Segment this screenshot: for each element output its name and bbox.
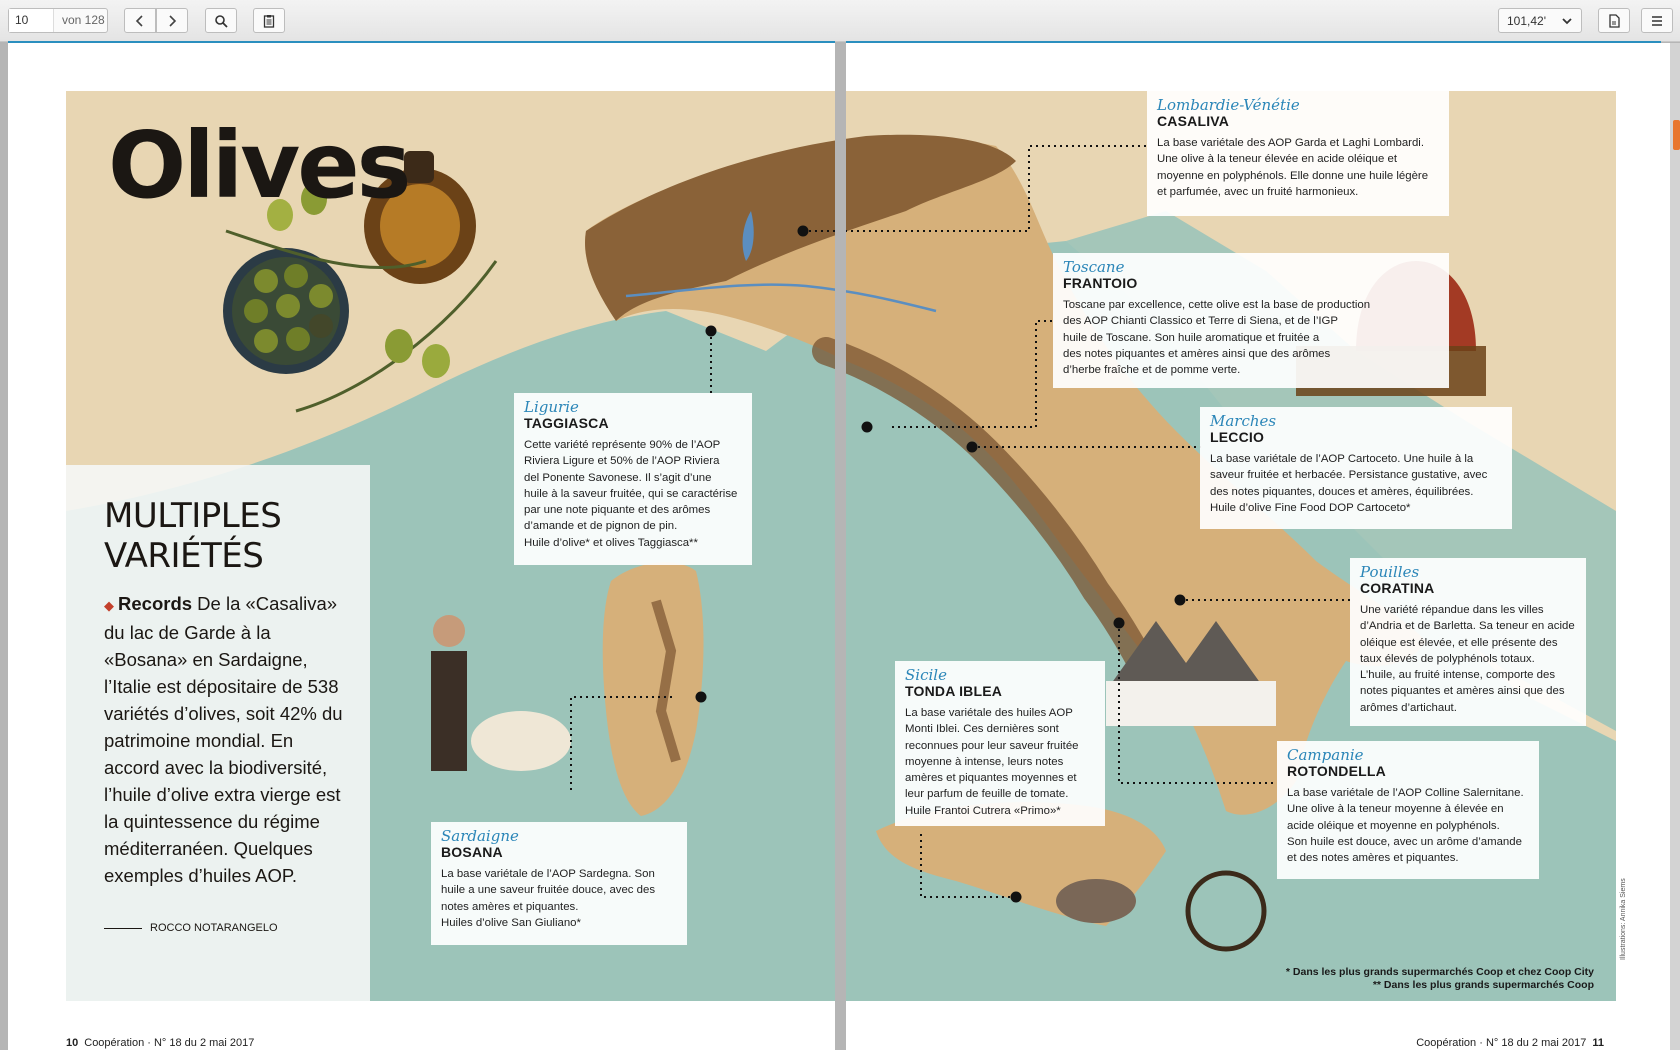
region-name: Marches: [1210, 412, 1277, 430]
page-accent-line: [8, 41, 835, 43]
region-box-campanie: [1277, 741, 1539, 879]
scrollbar-thumb[interactable]: [1673, 120, 1680, 150]
region-box-sicile: [895, 661, 1105, 826]
zoom-select[interactable]: [1498, 8, 1582, 33]
region-description: La base variétale de l’AOP Colline Salernitane. Une olive à la teneur moyenne à élevée en acide oléique et moyenne en polyphénols. Son huile est douce, avec un arôme d’amande et des notes amères et piquantes.: [1287, 787, 1524, 865]
previous-page-button[interactable]: [124, 8, 156, 33]
author-name: ROCCO NOTARANGELO: [150, 922, 278, 934]
document-icon: [1607, 14, 1621, 28]
region-name: Pouilles: [1360, 563, 1420, 581]
footer-right-text: Coopération · N° 18 du 2 mai 2017: [1416, 1037, 1587, 1049]
region-description: La base variétale des AOP Garda et Laghi Lombardi. Une olive à la teneur élevée en acide oléique et moyenne en polyphénols. Elle donne une huile légère et parfumée, avec un fruité harmonieux.: [1157, 137, 1429, 198]
intro-lead: Records: [118, 593, 193, 614]
annotations-button[interactable]: [253, 8, 285, 33]
footnote-1: * Dans les plus grands supermarchés Coop et chez Coop City: [1285, 966, 1594, 978]
variety-name: LECCIO: [1210, 429, 1265, 445]
region-box-lombardie-venetie: [1147, 91, 1449, 216]
region-box-pouilles: [1350, 558, 1586, 726]
current-page-field[interactable]: 10: [9, 9, 54, 32]
page-number-right: 11: [1592, 1037, 1604, 1049]
region-box-ligurie: [514, 393, 752, 565]
variety-name: CORATINA: [1360, 580, 1435, 596]
region-description: Toscane par excellence, cette olive est la base de production des AOP Chianti Classico et Terre di Siena, et de l’IGP huile de Toscane. Son huile aromatique et fruitée a des notes piquantes et amères ainsi que des arômes d’herbe fraîche et de pomme verte.: [1063, 299, 1371, 377]
region-name: Ligurie: [524, 398, 579, 416]
region-name: Campanie: [1287, 746, 1364, 764]
chevron-left-icon: [133, 14, 147, 28]
total-pages-label: von 128: [62, 13, 105, 27]
region-box-marches: [1200, 407, 1512, 529]
menu-button[interactable]: [1641, 8, 1673, 33]
footer-right: [1416, 1037, 1604, 1049]
variety-name: TAGGIASCA: [524, 415, 609, 431]
page-title: Olives: [108, 112, 409, 219]
pdf-toolbar: [0, 0, 1680, 42]
byline-rule: [104, 928, 142, 929]
page-accent-line: [846, 41, 1661, 43]
region-name: Sicile: [905, 666, 947, 684]
footnotes: [1286, 966, 1594, 992]
region-box-sardaigne: [431, 822, 687, 945]
region-box-toscane: [1053, 253, 1449, 388]
hamburger-menu-icon: [1650, 14, 1664, 28]
chevron-down-icon: [1561, 15, 1573, 27]
region-description: Cette variété représente 90% de l’AOP Riviera Ligure et 50% de l’AOP Riviera del Ponente Savonese. Il s’agit d’une huile à la saveur fruitée, qui se caractérise par une note piquante et des arômes d’amande et de pignon de pin. Huile d’olive* et olives Taggiasca**: [524, 439, 738, 549]
page-number-left: 10: [66, 1037, 79, 1049]
chevron-right-icon: [165, 14, 179, 28]
clipboard-icon: [262, 14, 276, 28]
search-button[interactable]: [205, 8, 237, 33]
region-description: La base variétale de l’AOP Sardegna. Son huile a une saveur fruitée douce, avec des notes amères et piquantes. Huiles d’olive San Giuliano*: [441, 868, 656, 929]
region-description: La base variétale des huiles AOP Monti Iblei. Ces dernières sont reconnues pour leur saveur fruitée moyenne à intense, leurs notes amères et piquantes moyennes et leur parfum de feuille de tomate. Huile Frantoi Cutrera «Primo»*: [905, 707, 1079, 817]
region-description: Une variété répandue dans les villes d’Andria et de Barletta. Sa teneur en acide oléique est élevée, et elle présente des taux élevés de polyphénols totaux. L’huile, au fruité intense, comporte des notes piquantes et amères ainsi que des arômes d’artichaut.: [1360, 604, 1575, 714]
next-page-button[interactable]: [156, 8, 188, 33]
variety-name: ROTONDELLA: [1287, 763, 1386, 779]
byline: [104, 922, 278, 934]
region-name: Sardaigne: [441, 827, 519, 845]
footer-left: [66, 1037, 254, 1049]
variety-name: TONDA IBLEA: [905, 683, 1003, 699]
footer-left-text: Coopération · N° 18 du 2 mai 2017: [84, 1037, 255, 1049]
illustration-credit: Illustrations: Annika Siems: [1620, 878, 1627, 960]
footnote-2: ** Dans les plus grands supermarchés Coop: [1372, 979, 1594, 991]
search-icon: [214, 14, 228, 28]
page-gutter: [835, 43, 846, 1050]
document-properties-button[interactable]: [1598, 8, 1630, 33]
region-name: Lombardie-Vénétie: [1157, 96, 1300, 114]
variety-name: BOSANA: [441, 844, 503, 860]
zoom-value: 101,42': [1507, 13, 1546, 28]
intro-text: De la «Casaliva» du lac de Garde à la «Bosana» en Sardaigne, l’Italie est dépositaire de 538 variétés d’olives, soit 42% du patrimoine mondial. En accord avec la biodiversité, l’huile d’olive extra vierge est la quintessence du régime méditerranéen. Quelques exemples d’huiles AOP.: [104, 593, 343, 886]
page-number-input[interactable]: [8, 8, 108, 33]
region-description: La base variétale de l’AOP Cartoceto. Une huile à la saveur fruitée et herbacée. Persistance gustative, avec des notes piquantes, douces et amères, équilibrées. Huile d’olive Fine Food DOP Cartoceto*: [1210, 453, 1488, 514]
intro-heading: MULTIPLES VARIÉTÉS: [104, 496, 282, 576]
region-name: Toscane: [1063, 258, 1125, 276]
diamond-bullet-icon: ◆: [104, 598, 114, 613]
variety-name: CASALIVA: [1157, 113, 1230, 129]
intro-body: [104, 590, 344, 889]
variety-name: FRANTOIO: [1063, 275, 1138, 291]
